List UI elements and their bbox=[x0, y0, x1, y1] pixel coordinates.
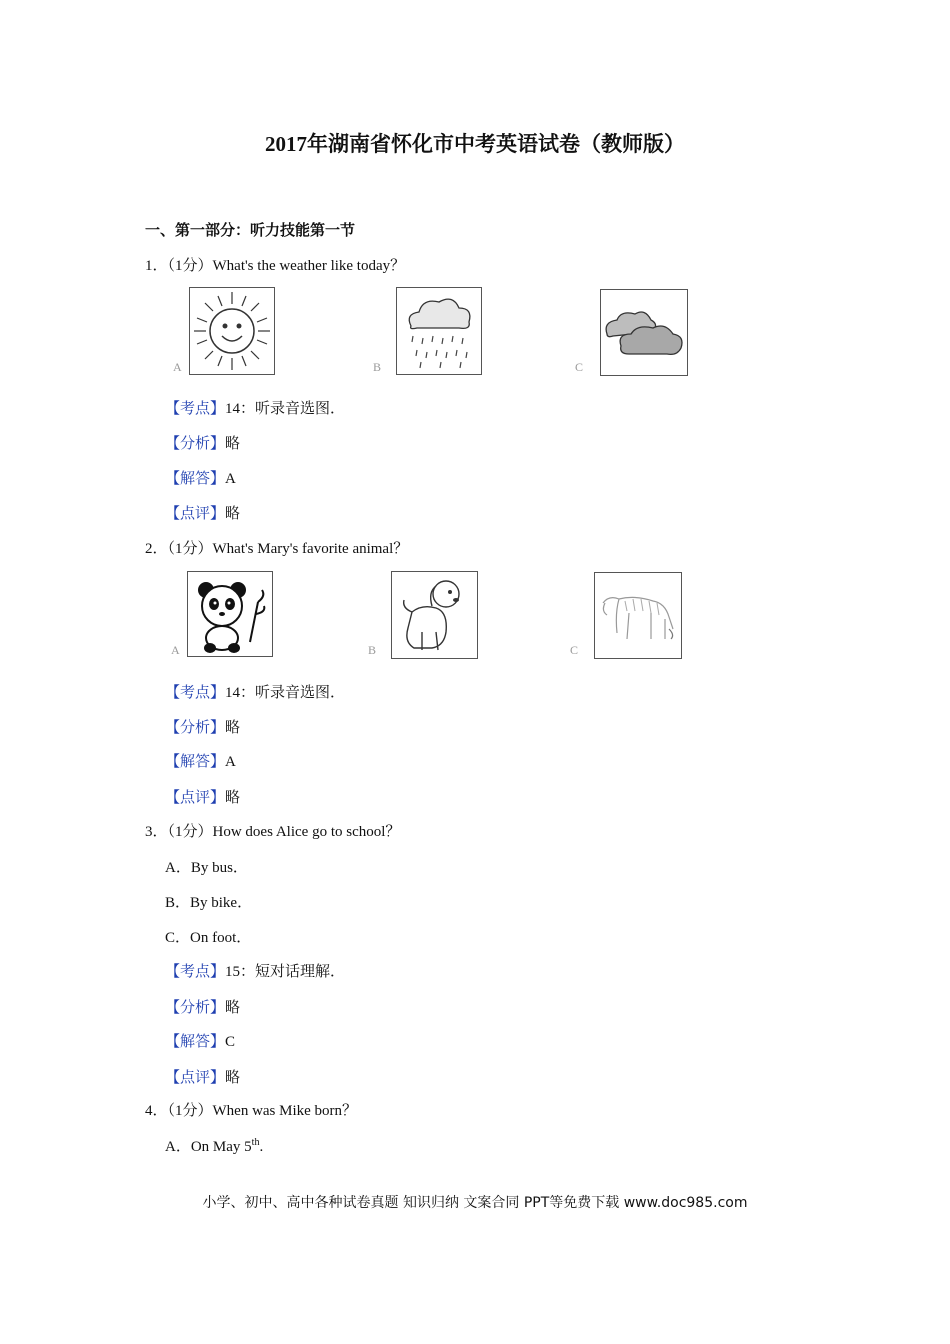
tiger-icon bbox=[594, 572, 682, 659]
question-3-stem: 3．（1分）How does Alice go to school？ bbox=[145, 824, 401, 840]
fenxi-tag: 【分析】 bbox=[165, 720, 226, 736]
q1-kaodian bbox=[165, 397, 345, 418]
option-label-b: B bbox=[373, 360, 382, 374]
kaodian-text: 15：短对话理解． bbox=[225, 964, 346, 980]
question-1-stem: 1．（1分）What's the weather like today？ bbox=[145, 258, 406, 274]
q4-option-a-suffix: . bbox=[259, 1139, 264, 1155]
q2-dianping bbox=[165, 786, 240, 807]
q3-option-c: C．On foot． bbox=[165, 930, 252, 946]
q2-kaodian bbox=[165, 681, 345, 702]
q4-option-a-text: A．On May 5 bbox=[165, 1139, 252, 1155]
option-label-b: B bbox=[368, 643, 377, 657]
option-label-a: A bbox=[171, 643, 180, 657]
kaodian-text: 14：听录音选图． bbox=[225, 401, 346, 417]
fenxi-tag: 【分析】 bbox=[165, 436, 226, 452]
q1-dianping bbox=[165, 502, 240, 523]
clouds-icon bbox=[600, 289, 688, 376]
rain-cloud-icon bbox=[396, 287, 482, 375]
q1-jieda bbox=[165, 467, 236, 488]
dianping-text: 略 bbox=[225, 1070, 241, 1086]
dianping-text: 略 bbox=[225, 790, 241, 806]
dianping-tag: 【点评】 bbox=[165, 1070, 226, 1086]
q3-option-b: B．By bike． bbox=[165, 895, 253, 911]
kaodian-tag: 【考点】 bbox=[165, 685, 226, 701]
q3-fenxi bbox=[165, 996, 240, 1017]
option-label-c: C bbox=[575, 360, 584, 374]
q4-option-a-sup: th bbox=[251, 1137, 260, 1148]
q4-option-a bbox=[165, 1135, 263, 1156]
dianping-tag: 【点评】 bbox=[165, 790, 226, 806]
fenxi-tag: 【分析】 bbox=[165, 1000, 226, 1016]
q1-fenxi bbox=[165, 432, 240, 453]
option-label-c: C bbox=[570, 643, 579, 657]
sun-icon bbox=[189, 287, 275, 375]
puppy-icon bbox=[391, 571, 478, 659]
q3-kaodian bbox=[165, 960, 345, 981]
kaodian-text: 14：听录音选图． bbox=[225, 685, 346, 701]
jieda-tag: 【解答】 bbox=[165, 754, 226, 770]
dianping-tag: 【点评】 bbox=[165, 506, 226, 522]
q2-fenxi bbox=[165, 716, 240, 737]
section-heading: 一、第一部分：听力技能第一节 bbox=[145, 223, 356, 239]
q3-option-a: A．By bus． bbox=[165, 860, 248, 876]
fenxi-text: 略 bbox=[225, 436, 241, 452]
fenxi-text: 略 bbox=[225, 1000, 241, 1016]
option-label-a: A bbox=[173, 360, 182, 374]
jieda-tag: 【解答】 bbox=[165, 1034, 226, 1050]
page-title: 2017年湖南省怀化市中考英语试卷（教师版） bbox=[265, 132, 685, 156]
q2-jieda bbox=[165, 750, 236, 771]
jieda-tag: 【解答】 bbox=[165, 471, 226, 487]
question-4-stem: 4．（1分）When was Mike born？ bbox=[145, 1103, 358, 1119]
q3-jieda bbox=[165, 1030, 235, 1051]
question-2-stem: 2．（1分）What's Mary's favorite animal？ bbox=[145, 541, 409, 557]
footer-promo: 小学、初中、高中各种试卷真题 知识归纳 文案合同 PPT等免费下载 www.doc985.com bbox=[202, 1195, 748, 1211]
dianping-text: 略 bbox=[225, 506, 241, 522]
q3-dianping bbox=[165, 1066, 240, 1087]
jieda-text: C bbox=[225, 1034, 236, 1050]
fenxi-text: 略 bbox=[225, 720, 241, 736]
kaodian-tag: 【考点】 bbox=[165, 401, 226, 417]
panda-icon bbox=[187, 571, 273, 657]
jieda-text: A bbox=[225, 754, 236, 770]
jieda-text: A bbox=[225, 471, 236, 487]
kaodian-tag: 【考点】 bbox=[165, 964, 226, 980]
